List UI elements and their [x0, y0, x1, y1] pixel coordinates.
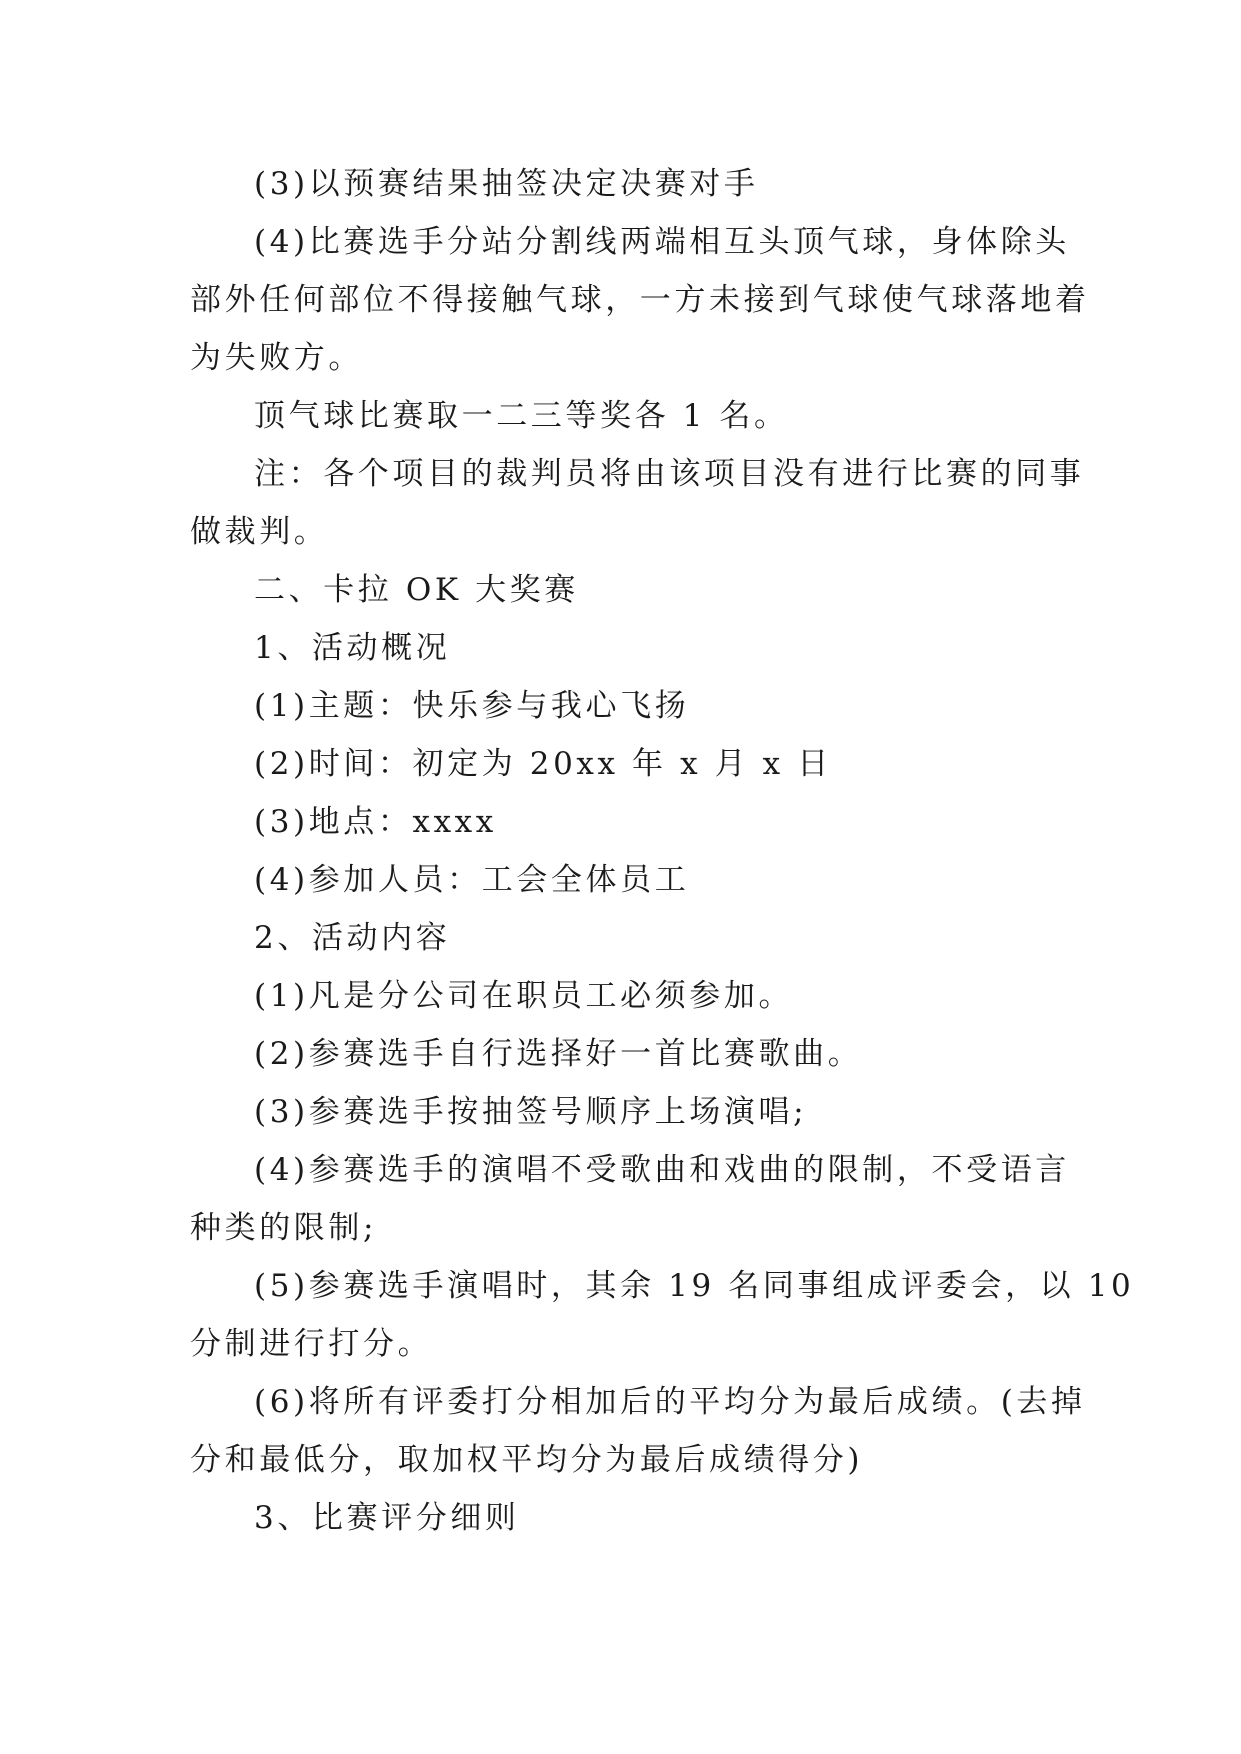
- paragraph-line: 做裁判。: [190, 514, 329, 550]
- paragraph-line: (3)地点：xxxx: [254, 804, 497, 840]
- section-heading: 二、卡拉 OK 大奖赛: [254, 572, 579, 608]
- paragraph-line: (3)以预赛结果抽签决定决赛对手: [254, 166, 759, 202]
- paragraph-line: 分和最低分，取加权平均分为最后成绩得分): [190, 1442, 864, 1478]
- subsection-heading: 1、活动概况: [254, 630, 451, 666]
- paragraph-line: 顶气球比赛取一二三等奖各 1 名。: [254, 398, 789, 434]
- paragraph-line: (4)参加人员：工会全体员工: [254, 862, 690, 898]
- paragraph-line: (6)将所有评委打分相加后的平均分为最后成绩。(去掉: [254, 1384, 1086, 1420]
- paragraph-line: (2)时间：初定为 20xx 年 x 月 x 日: [254, 746, 832, 782]
- paragraph-line: (1)凡是分公司在职员工必须参加。: [254, 978, 794, 1014]
- paragraph-line: 为失败方。: [190, 340, 363, 376]
- paragraph-line: 部外任何部位不得接触气球，一方未接到气球使气球落地着: [190, 282, 1090, 318]
- paragraph-line: (5)参赛选手演唱时，其余 19 名同事组成评委会，以 10: [254, 1268, 1135, 1304]
- paragraph-line: (4)参赛选手的演唱不受歌曲和戏曲的限制，不受语言: [254, 1152, 1070, 1188]
- paragraph-line: 注：各个项目的裁判员将由该项目没有进行比赛的同事: [254, 456, 1085, 492]
- subsection-heading: 3、比赛评分细则: [254, 1500, 520, 1536]
- paragraph-line: 分制进行打分。: [190, 1326, 433, 1362]
- paragraph-line: 种类的限制;: [190, 1210, 378, 1246]
- paragraph-line: (2)参赛选手自行选择好一首比赛歌曲。: [254, 1036, 863, 1072]
- subsection-heading: 2、活动内容: [254, 920, 451, 956]
- paragraph-line: (1)主题：快乐参与我心飞扬: [254, 688, 690, 724]
- paragraph-line: (4)比赛选手分站分割线两端相互头顶气球，身体除头: [254, 224, 1070, 260]
- paragraph-line: (3)参赛选手按抽签号顺序上场演唱;: [254, 1094, 808, 1130]
